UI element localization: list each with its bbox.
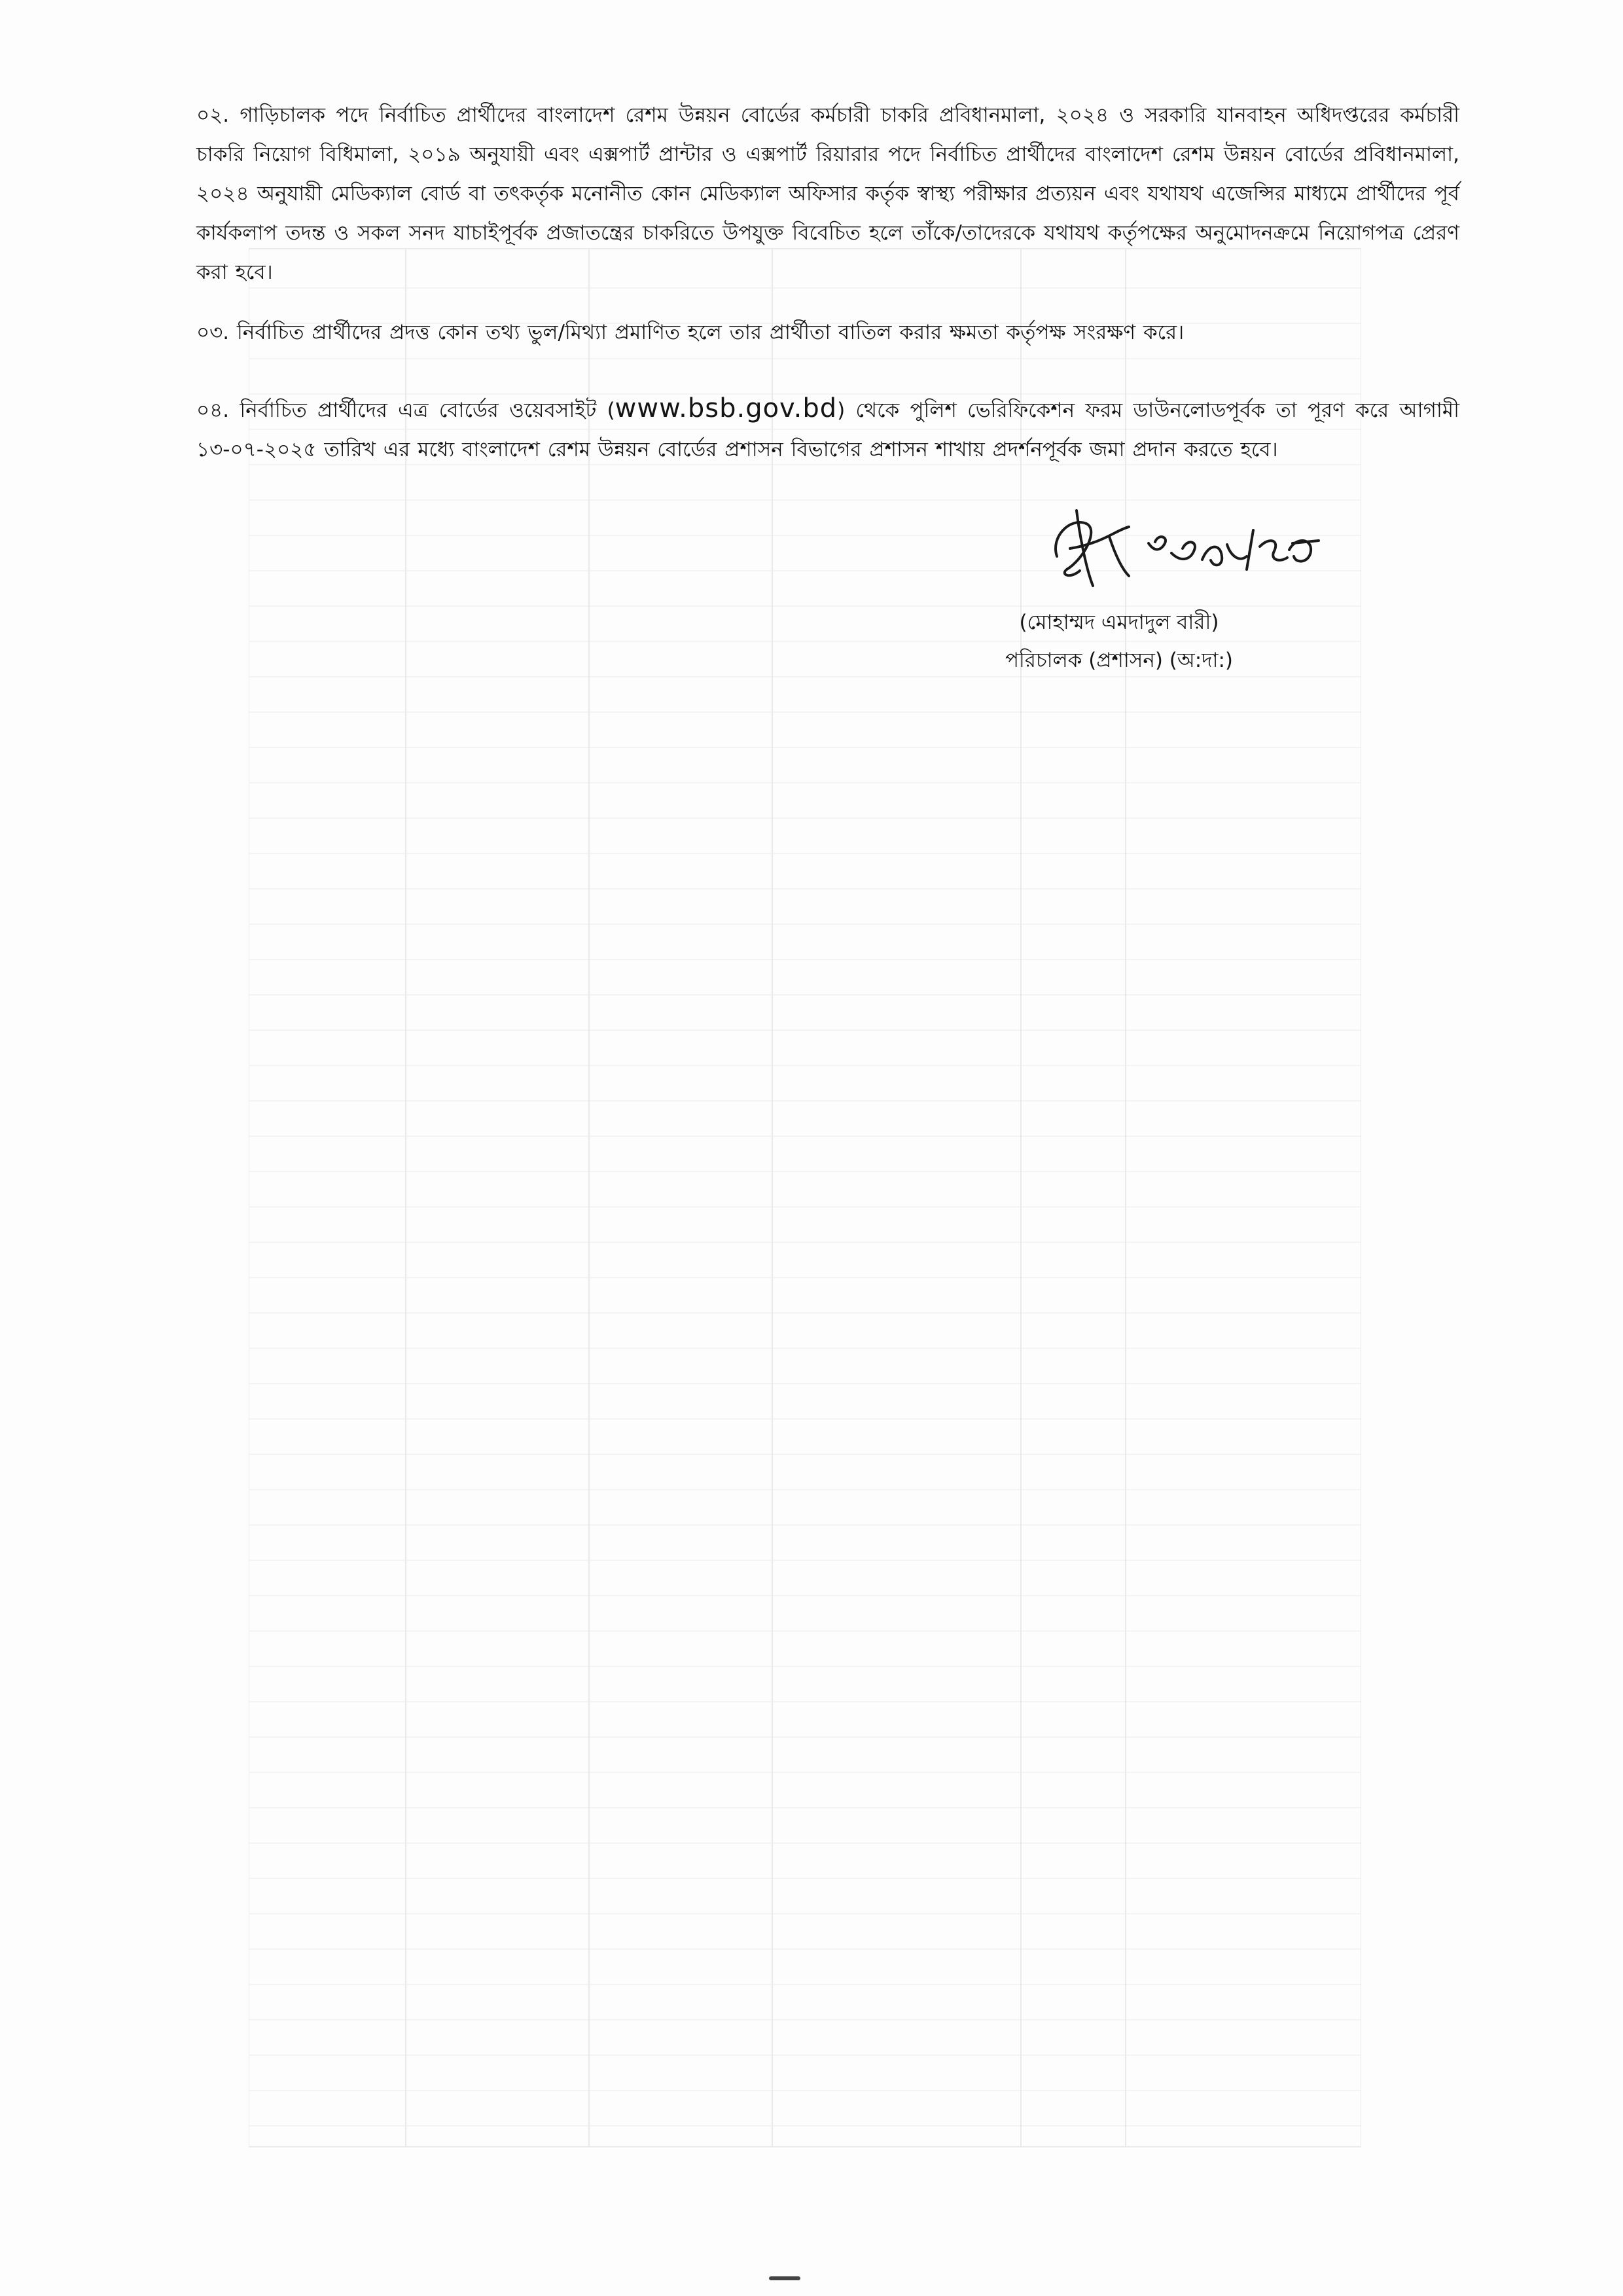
signatory-designation: পরিচালক (প্রশাসন) (অ:দা:) — [1005, 649, 1234, 672]
paragraph-04 — [196, 389, 1459, 469]
handwritten-signature — [1031, 497, 1345, 609]
signatory-name: (মোহাম্মদ এমদাদুল বারী) — [1019, 611, 1219, 634]
paragraph-number: ০২. — [196, 103, 230, 127]
signature-block — [962, 603, 1276, 679]
paragraph-02 — [196, 96, 1459, 292]
page-footer-mark — [769, 2276, 800, 2280]
paragraph-number: ০৩. — [196, 321, 230, 344]
website-link[interactable]: www.bsb.gov.bd — [615, 393, 838, 423]
paragraph-text: নির্বাচিত প্রার্থীদের প্রদত্ত কোন তথ্য ভুল/মিথ্যা প্রমাণিত হলে তার প্রার্থীতা বাতিল করার ক্ষমতা কর্তৃপক্ষ সংরক্ষণ করে। — [237, 321, 1185, 344]
paragraph-03 — [196, 313, 1459, 352]
paragraph-text-before-url: নির্বাচিত প্রার্থীদের এত্র বোর্ডের ওয়েবসাইট ( — [240, 399, 615, 422]
paragraph-text-after-url: ) থেকে পুলিশ ভেরিফিকেশন ফরম ডাউনলোডপূর্বক তা পূরণ করে আগামী ১৩-০৭-২০২৫ তারিখ এর মধ্যে বাংলাদেশ রেশম উন্নয়ন বোর্ডের প্রশাসন বিভাগের প্রশাসন শাখায় প্রদর্শনপূর্বক জমা প্রদান করতে হবে। — [196, 399, 1459, 461]
paragraph-text: গাড়িচালক পদে নির্বাচিত প্রার্থীদের বাংলাদেশ রেশম উন্নয়ন বোর্ডের কর্মচারী চাকরি প্রবিধানমালা, ২০২৪ ও সরকারি যানবাহন অধিদপ্তরের কর্মচারী চাকরি নিয়োগ বিধিমালা, ২০১৯ অনুযায়ী এবং এক্সপার্ট প্রান্টার ও এক্সপার্ট রিয়ারার পদে নির্বাচিত প্রার্থীদের বাংলাদেশ রেশম উন্নয়ন বোর্ডের প্রবিধানমালা, ২০২৪ অনুযায়ী মেডিক্যাল বোর্ড বা তৎকর্তৃক মনোনীত কোন মেডিক্যাল অফিসার কর্তৃক স্বাস্থ্য পরীক্ষার প্রত্যয়ন এবং যথাযথ এজেন্সির মাধ্যমে প্রার্থীদের পূর্ব কার্যকলাপ তদন্ত ও সকল সনদ যাচাইপূর্বক প্রজাতন্ত্রের চাকরিতে উপযুক্ত বিবেচিত হলে তাঁকে/তাদেরকে যথাযথ কর্তৃপক্ষের অনুমোদনক্রমে নিয়োগপত্র প্রেরণ করা হবে। — [196, 103, 1460, 284]
paragraph-number: ০৪. — [196, 399, 230, 422]
